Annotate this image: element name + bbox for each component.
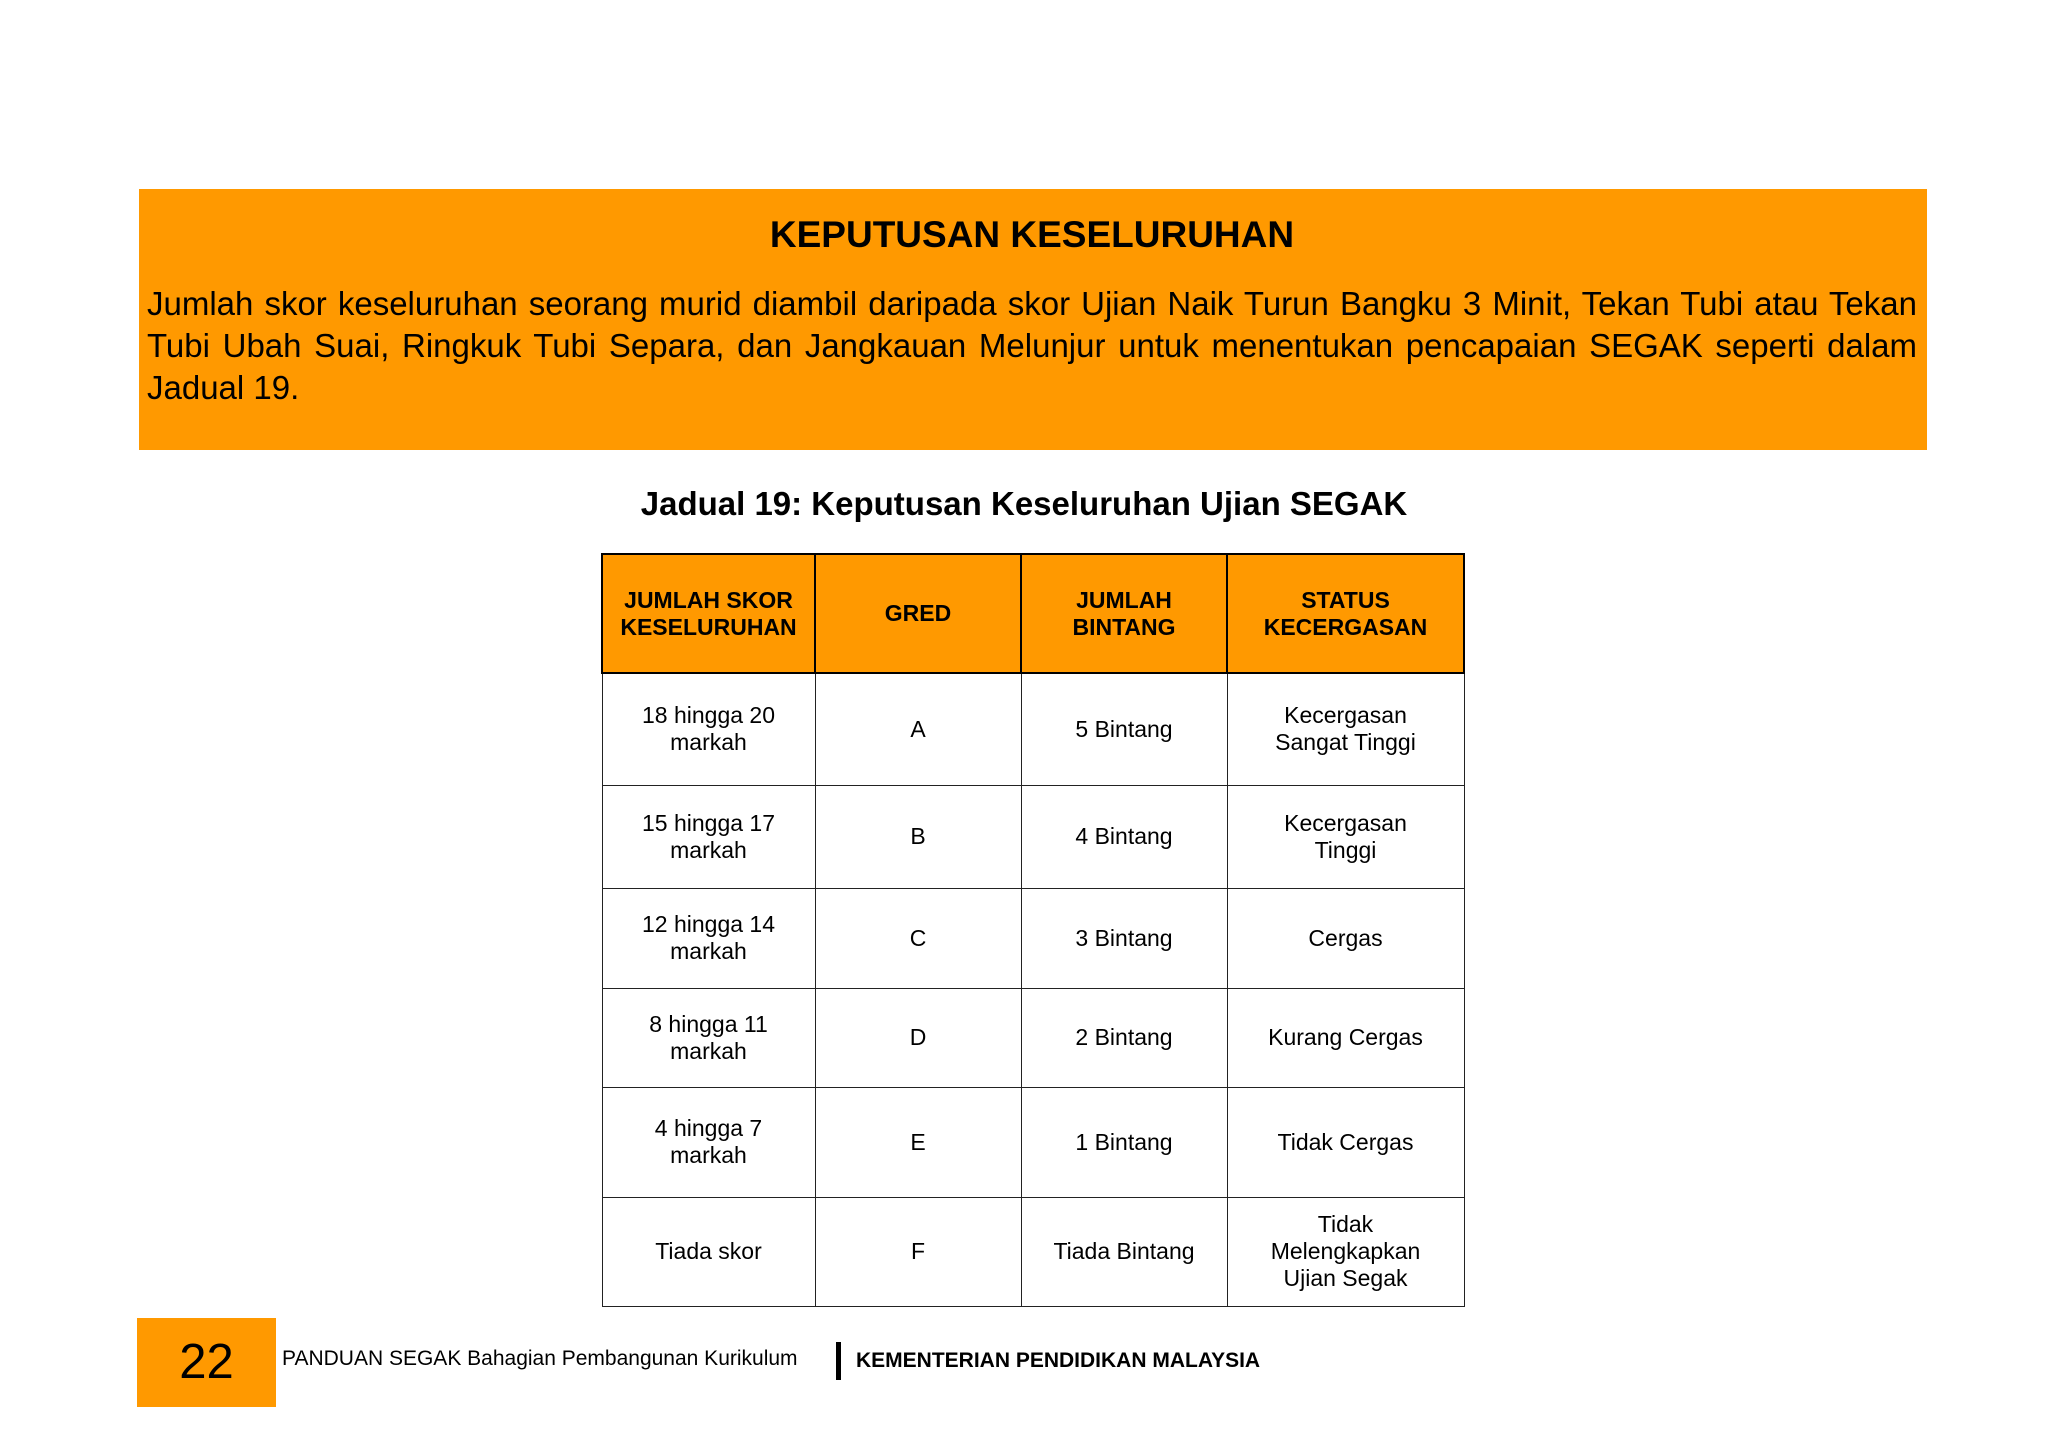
header-row (602, 554, 1464, 673)
cell-line: Sangat Tinggi (1275, 729, 1416, 756)
cell-line: C (909, 924, 927, 951)
cell-grade (815, 785, 1021, 888)
cell-grade (815, 673, 1021, 785)
cell-line: 4 Bintang (1075, 823, 1173, 849)
cell-stars (1021, 988, 1227, 1087)
cell-line: 5 Bintang (1075, 715, 1173, 742)
cell-score (602, 1197, 815, 1306)
cell-grade (815, 1087, 1021, 1197)
cell-line: Tidak Cergas (1277, 1128, 1414, 1155)
cell-line: Melengkapkan (1270, 1238, 1421, 1264)
header-status-kecergasan (1227, 554, 1464, 673)
cell-status (1227, 888, 1464, 988)
header-line: KECERGASAN (1263, 613, 1428, 640)
table-row (602, 785, 1464, 888)
cell-line: D (909, 1024, 927, 1050)
cell-line: 3 Bintang (1075, 924, 1173, 951)
cell-status (1227, 988, 1464, 1087)
cell-line: A (910, 715, 926, 742)
cell-line: Kecergasan (1284, 702, 1407, 729)
cell-status (1227, 785, 1464, 888)
table-caption: Jadual 19: Keputusan Keseluruhan Ujian SEGAK (640, 485, 1408, 522)
cell-line: 18 hingga 20 (641, 702, 775, 729)
cell-status (1227, 673, 1464, 785)
cell-line: Tinggi (1314, 836, 1377, 863)
header-line: GRED (884, 600, 952, 626)
cell-stars (1021, 888, 1227, 988)
header-jumlah-skor (602, 554, 815, 673)
footer-right-text: KEMENTERIAN PENDIDIKAN MALAYSIA (856, 1349, 1261, 1372)
cell-line: F (910, 1238, 926, 1264)
table-row (602, 673, 1464, 785)
section-heading: KEPUTUSAN KESELURUHAN (769, 214, 1295, 255)
header-line: BINTANG (1072, 613, 1176, 640)
cell-line: B (910, 823, 926, 849)
cell-line: Tiada skor (655, 1238, 762, 1264)
cell-stars (1021, 673, 1227, 785)
results-table (601, 553, 1465, 1307)
table-row (602, 988, 1464, 1087)
cell-stars (1021, 785, 1227, 888)
cell-line: 1 Bintang (1075, 1128, 1173, 1155)
table-body (602, 673, 1464, 1306)
header-line: JUMLAH SKOR (624, 586, 793, 613)
cell-line: markah (670, 1142, 747, 1168)
cell-grade (815, 988, 1021, 1087)
cell-line: Tidak (1317, 1211, 1374, 1237)
cell-status (1227, 1197, 1464, 1306)
cell-stars (1021, 1087, 1227, 1197)
header-gred (815, 554, 1021, 673)
footer-left-text: PANDUAN SEGAK Bahagian Pembangunan Kurikulum (282, 1347, 798, 1370)
cell-line: 15 hingga 17 (641, 809, 775, 836)
cell-line: Cergas (1308, 924, 1383, 951)
cell-line: markah (670, 729, 747, 756)
table-row (602, 1087, 1464, 1197)
cell-line: Kecergasan (1284, 809, 1407, 836)
section-paragraph: Jumlah skor keseluruhan seorang murid diambil daripada skor Ujian Naik Turun Bangku 3 Minit, Tekan Tubi atau Tekan Tubi Ubah Suai, Ringkuk Tubi Separa, dan Jangkauan Melunjur untuk menentukan pencapaian SEGAK seperti dalam Jadual 19. (147, 285, 1917, 406)
cell-line: Kurang Cergas (1268, 1024, 1423, 1050)
table-row (602, 888, 1464, 988)
cell-score (602, 1087, 815, 1197)
table-header (602, 554, 1464, 673)
cell-line: markah (670, 836, 747, 863)
cell-score (602, 673, 815, 785)
cell-status (1227, 1087, 1464, 1197)
cell-grade (815, 888, 1021, 988)
cell-grade (815, 1197, 1021, 1306)
header-line: JUMLAH (1076, 586, 1172, 613)
table-row (602, 1197, 1464, 1306)
header-jumlah-bintang (1021, 554, 1227, 673)
cell-line: Ujian Segak (1283, 1265, 1408, 1291)
cell-line: 2 Bintang (1075, 1024, 1173, 1050)
page-number: 22 (137, 1318, 276, 1407)
cell-line: 4 hingga 7 (654, 1115, 763, 1141)
info-banner (139, 189, 1927, 450)
cell-score (602, 988, 815, 1087)
cell-line: 12 hingga 14 (641, 911, 775, 937)
header-line: KESELURUHAN (620, 613, 797, 640)
cell-line: E (910, 1128, 926, 1155)
cell-line: Tiada Bintang (1053, 1238, 1195, 1264)
cell-score (602, 888, 815, 988)
cell-stars (1021, 1197, 1227, 1306)
cell-line: 8 hingga 11 (649, 1010, 768, 1037)
cell-line: markah (670, 1037, 747, 1064)
cell-score (602, 785, 815, 888)
header-line: STATUS (1301, 586, 1390, 613)
footer-separator (836, 1342, 841, 1380)
cell-line: markah (670, 938, 747, 964)
